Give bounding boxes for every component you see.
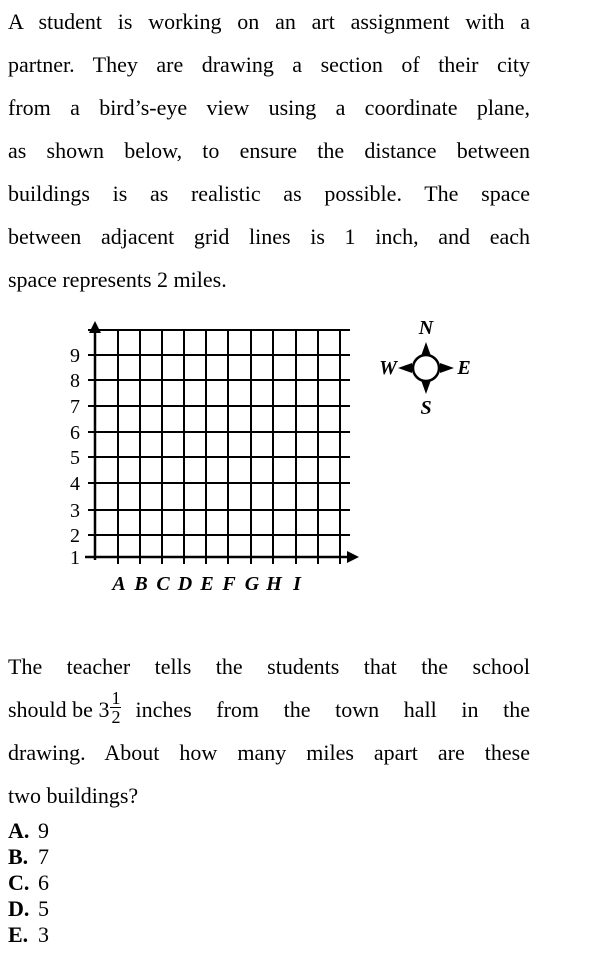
mixed-number-fraction	[110, 689, 121, 726]
x-axis-label: B	[134, 573, 148, 595]
question-line: two buildings?	[8, 783, 139, 808]
intro-line: as shown below, to ensure the distance between	[8, 138, 530, 163]
option-letter: C.	[8, 870, 30, 895]
option-e[interactable]	[8, 922, 49, 948]
answer-options	[8, 818, 49, 948]
intro-paragraph	[8, 0, 530, 301]
x-axis-label: E	[200, 573, 214, 595]
y-axis-label: 6	[70, 422, 80, 444]
question-line: drawing. About how many miles apart are these	[8, 740, 530, 765]
x-axis-label: F	[222, 573, 236, 595]
y-axis-label: 7	[70, 396, 80, 418]
option-value: 9	[38, 818, 49, 843]
x-axis-label: H	[266, 573, 282, 595]
question-text: should be 3	[8, 697, 110, 722]
intro-line: buildings is as realistic as possible. The space	[8, 181, 530, 206]
compass-rose-icon	[379, 317, 471, 419]
intro-line: from a bird’s-eye view using a coordinate plane,	[8, 95, 530, 120]
intro-line: A student is working on an art assignment with a	[8, 9, 530, 34]
option-value: 5	[38, 896, 49, 921]
x-axis-labels	[110, 573, 302, 595]
option-letter: D.	[8, 896, 30, 921]
option-letter: A.	[8, 818, 30, 843]
option-a[interactable]	[8, 818, 49, 844]
y-axis-label: 2	[70, 525, 80, 547]
y-axis-arrow-icon	[89, 321, 101, 333]
compass-west-point	[398, 363, 412, 373]
compass-east: E	[457, 357, 471, 379]
question-line-with-fraction	[8, 688, 530, 731]
x-axis-label: G	[244, 573, 260, 595]
option-c[interactable]	[8, 870, 49, 896]
y-axis-label: 1	[70, 547, 80, 569]
y-axis-label: 5	[70, 447, 80, 469]
y-axis-labels	[70, 345, 80, 569]
y-axis-label: 9	[70, 345, 80, 367]
option-d[interactable]	[8, 896, 49, 922]
intro-line: between adjacent grid lines is 1 inch, and each	[8, 224, 530, 249]
x-axis-label: I	[293, 573, 301, 595]
intro-line: partner. They are drawing a section of their city	[8, 52, 530, 77]
compass-north: N	[418, 317, 434, 339]
fraction-denominator: 2	[111, 707, 121, 727]
option-b[interactable]	[8, 844, 49, 870]
option-letter: E.	[8, 922, 29, 947]
x-axis-label: C	[156, 573, 170, 595]
y-axis-label: 3	[70, 500, 80, 522]
grid-lines	[88, 330, 350, 564]
fraction-numerator: 1	[111, 688, 121, 708]
y-axis-label: 4	[70, 473, 80, 495]
question-line: The teacher tells the students that the school	[8, 654, 530, 679]
option-value: 6	[38, 870, 49, 895]
question-paragraph	[8, 645, 530, 817]
x-axis-label: A	[112, 573, 126, 595]
option-value: 3	[38, 922, 49, 947]
coordinate-plane-figure	[0, 300, 604, 610]
x-axis-label: D	[177, 573, 193, 595]
compass-west: W	[379, 357, 397, 379]
option-letter: B.	[8, 844, 29, 869]
intro-line: space represents 2 miles.	[8, 267, 227, 292]
y-axis-label: 8	[70, 370, 80, 392]
option-value: 7	[38, 844, 49, 869]
compass-east-point	[440, 363, 454, 373]
compass-circle	[413, 355, 439, 381]
compass-south: S	[420, 397, 432, 419]
question-text: inches from the town hall in the	[135, 697, 530, 722]
x-axis-arrow-icon	[347, 551, 359, 563]
